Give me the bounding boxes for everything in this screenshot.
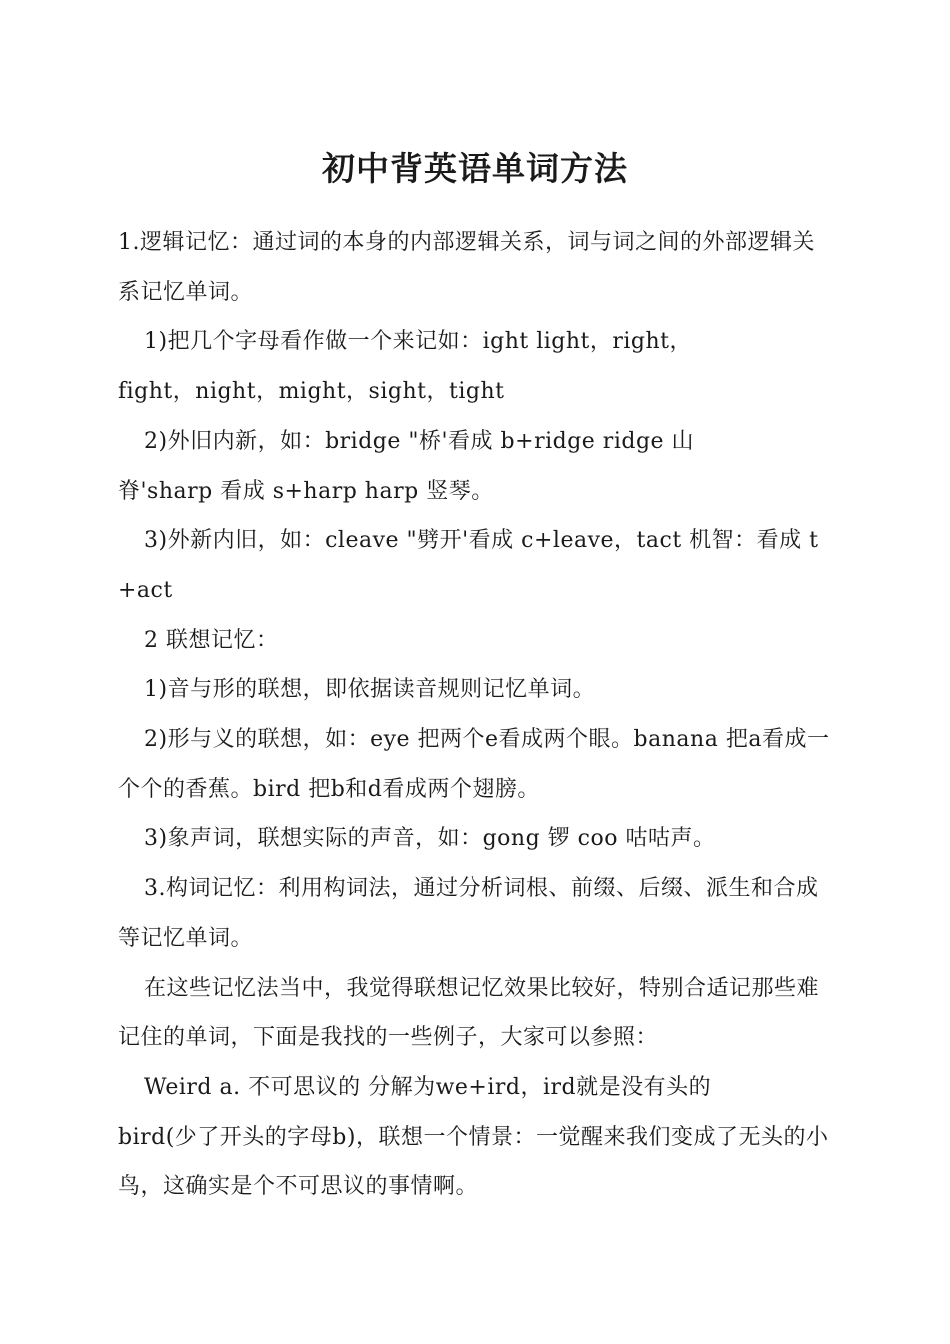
paragraph-outer-old-inner-new-cont: 脊'sharp 看成 s+harp harp 竖琴。: [118, 478, 494, 504]
paragraph-letter-group-examples: fight，night，might，sight，tight: [118, 379, 505, 405]
paragraph-weird-example-cont: bird(少了开头的字母b)，联想一个情景：一觉醒来我们变成了无头的小鸟，这确实是个不可思议的事情啊。: [118, 1124, 829, 1200]
paragraph-association-memory: 2 联想记忆：: [144, 627, 279, 653]
paragraph-weird-example: Weird a. 不可思议的 分解为we+ird，ird就是没有头的: [144, 1074, 712, 1100]
paragraph-sound-shape: 1)音与形的联想，即依据读音规则记忆单词。: [144, 677, 596, 703]
paragraph-onomatopoeia: 3)象声词，联想实际的声音，如：gong 锣 coo 咕咕声。: [144, 826, 716, 852]
page-title: 初中背英语单词方法: [322, 149, 628, 188]
paragraph-word-formation: 3.构词记忆：利用构词法，通过分析词根、前缀、后缀、派生和合成等记忆单词。: [118, 876, 819, 951]
paragraph-outer-new-inner-old: 3)外新内旧，如：cleave "劈开'看成 c+leave，tact 机智：看成 t+act: [118, 528, 819, 603]
paragraph-logic-memory: 1.逻辑记忆：通过词的本身的内部逻辑关系，词与词之间的外部逻辑关系记忆单词。: [118, 230, 815, 305]
document-body: [118, 218, 834, 1212]
paragraph-opinion: 在这些记忆法当中，我觉得联想记忆效果比较好，特别合适记那些难记住的单词，下面是我找的一些例子，大家可以参照：: [118, 975, 820, 1051]
paragraph-outer-old-inner-new: 2)外旧内新，如：bridge "桥'看成 b+ridge ridge 山: [144, 428, 695, 454]
paragraph-letter-group: 1)把几个字母看作做一个来记如：ight light，right，: [144, 329, 693, 355]
paragraph-shape-meaning: 2)形与义的联想，如：eye 把两个e看成两个眼。banana 把a看成一个个的香蕉。bird 把b和d看成两个翅膀。: [118, 727, 830, 802]
